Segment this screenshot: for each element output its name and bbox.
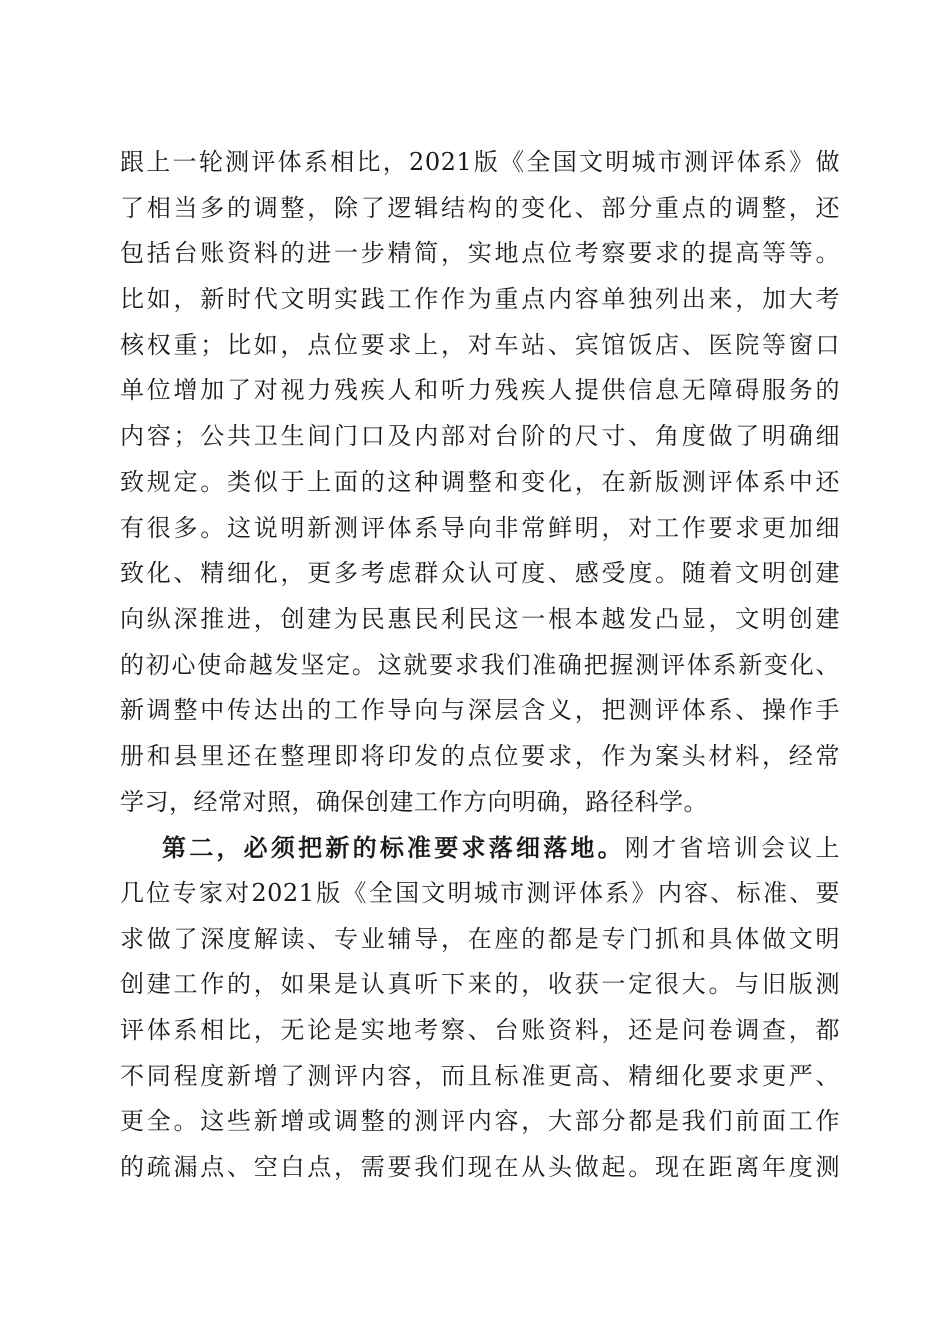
- text-line: 的疏漏点、空白点，需要我们现在从头做起。现在距离年度测: [120, 1153, 840, 1182]
- text-line: 包括台账资料的进一步精简，实地点位考察要求的提高等等。: [120, 239, 840, 268]
- text-line: 内容；公共卫生间门口及内部对台阶的尺寸、角度做了明确细: [120, 422, 840, 451]
- paragraph-2-lead-text: 刚才省培训会议上: [624, 834, 841, 863]
- paragraph-2-heading: 第二，必须把新的标准要求落细落地。: [162, 833, 625, 863]
- document-body: [120, 140, 840, 1191]
- text-line: 创建工作的，如果是认真听下来的，收获一定很大。与旧版测: [120, 970, 840, 999]
- paragraph-2: [120, 825, 840, 1191]
- text-line: 核权重；比如，点位要求上，对车站、宾馆饭店、医院等窗口: [120, 330, 840, 359]
- text-line: 学习，经常对照，确保创建工作方向明确，路径科学。: [120, 787, 708, 816]
- text-line: 比如，新时代文明实践工作作为重点内容单独列出来，加大考: [120, 285, 840, 314]
- text-line: 致规定。类似于上面的这种调整和变化，在新版测评体系中还: [120, 467, 840, 496]
- text-line: 致化、精细化，更多考虑群众认可度、感受度。随着文明创建: [120, 559, 840, 588]
- text-line: 单位增加了对视力残疾人和听力残疾人提供信息无障碍服务的: [120, 376, 840, 405]
- text-line: 向纵深推进，创建为民惠民利民这一根本越发凸显，文明创建: [120, 604, 840, 633]
- text-line: 册和县里还在整理即将印发的点位要求，作为案头材料，经常: [120, 741, 840, 770]
- text-line: 不同程度新增了测评内容，而且标准更高、精细化要求更严、: [120, 1061, 840, 1090]
- text-line: 更全。这些新增或调整的测评内容，大部分都是我们前面工作: [120, 1107, 840, 1136]
- paragraph-1: [120, 140, 840, 825]
- text-line: 评体系相比，无论是实地考察、台账资料，还是问卷调查，都: [120, 1016, 840, 1045]
- text-line: 新调整中传达出的工作导向与深层含义，把测评体系、操作手: [120, 696, 840, 725]
- text-line: 求做了深度解读、专业辅导，在座的都是专门抓和具体做文明: [120, 924, 840, 953]
- text-line: 的初心使命越发坚定。这就要求我们准确把握测评体系新变化、: [120, 650, 840, 679]
- text-line: 了相当多的调整，除了逻辑结构的变化、部分重点的调整，还: [120, 193, 840, 222]
- text-line: 跟上一轮测评体系相比，2021版《全国文明城市测评体系》做: [120, 148, 840, 176]
- text-line: 有很多。这说明新测评体系导向非常鲜明，对工作要求更加细: [120, 513, 840, 542]
- paragraph-2-first-line: [120, 825, 840, 871]
- text-line: 几位专家对2021版《全国文明城市测评体系》内容、标准、要: [120, 879, 840, 907]
